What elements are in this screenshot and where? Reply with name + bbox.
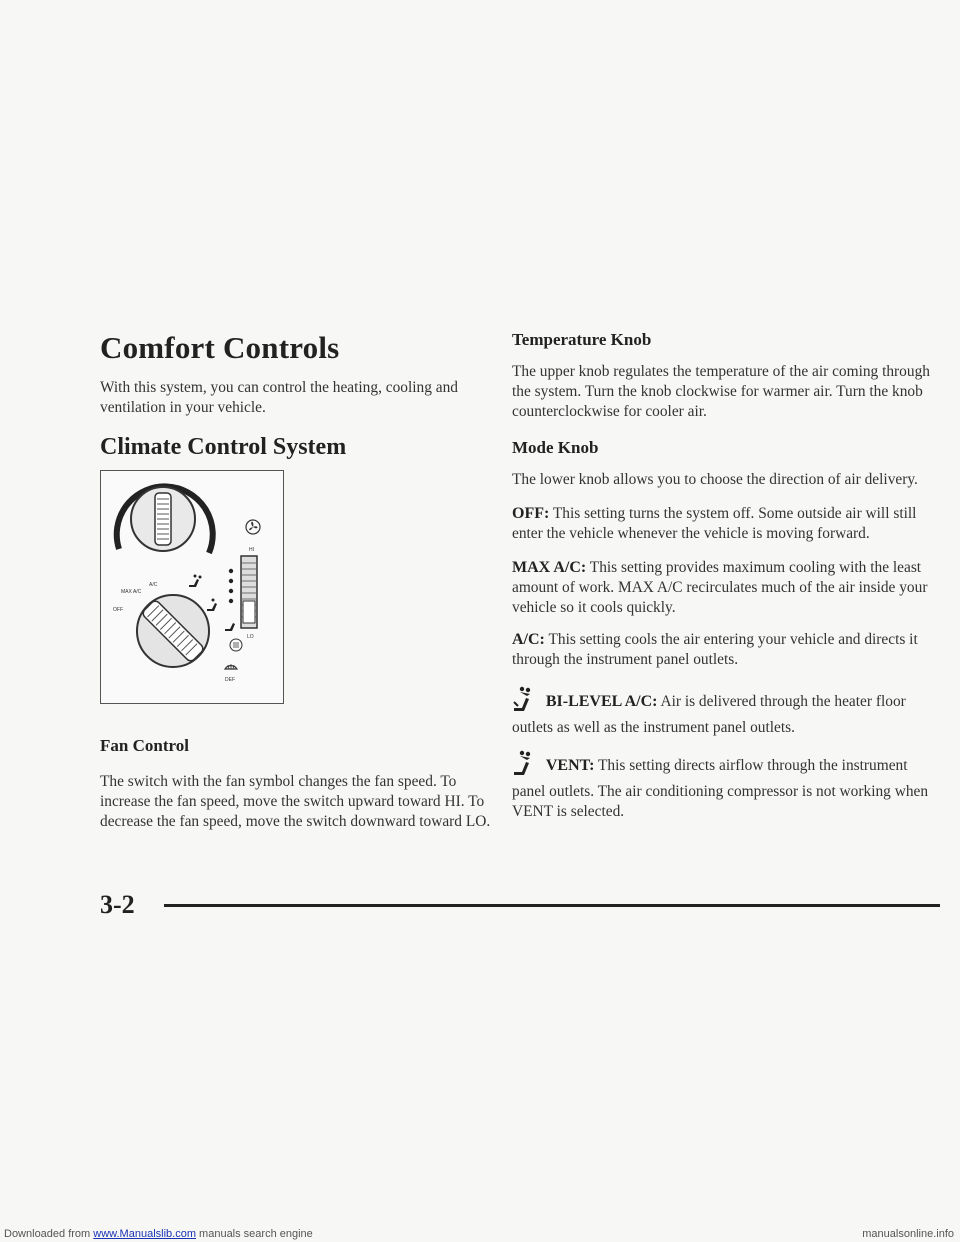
footer-prefix: Downloaded from <box>4 1228 91 1240</box>
fan-control-text: The switch with the fan symbol changes the fan speed. To increase the fan speed, move the switch upward toward HI. To decrease the fan speed, move the switch downward toward LO. <box>100 773 491 830</box>
page-title: Comfort Controls <box>100 330 340 365</box>
bilevel-term: BI-LEVEL A/C: <box>545 693 658 710</box>
fan-control-section <box>100 736 500 832</box>
def-label: DEF <box>225 677 235 683</box>
fan-icon <box>246 520 260 534</box>
max-ac-text: This setting provides maximum cooling with the least amount of work. MAX A/C recirculates much of the air inside your vehicle so it cools quickly. <box>512 559 928 616</box>
ac-setting <box>512 630 942 670</box>
hi-label: HI <box>249 547 254 553</box>
floor-icon <box>225 623 235 631</box>
intro-text: With this system, you can control the heating, cooling and ventilation in your vehicle. <box>100 379 458 416</box>
climate-control-panel-illustration <box>101 471 283 703</box>
off-text: This setting turns the system off. Some outside air will still enter the vehicle whenever the vehicle is moving forward. <box>512 505 917 542</box>
ac-term: A/C: <box>512 631 545 648</box>
temperature-knob-heading: Temperature Knob <box>512 330 652 349</box>
max-ac-label: MAX A/C <box>121 589 142 595</box>
vent-term: VENT: <box>545 757 595 774</box>
bilevel-icon <box>189 575 202 588</box>
climate-control-figure <box>100 470 284 704</box>
lo-label: LO <box>247 634 254 640</box>
vent-mode-icon <box>512 750 536 782</box>
download-footer <box>4 1228 313 1240</box>
fan-speed-dots <box>229 569 233 603</box>
mode-knob-heading: Mode Knob <box>512 438 599 457</box>
ac-text: This setting cools the air entering your vehicle and directs it through the instrument panel outlets. <box>512 631 918 668</box>
right-column <box>512 330 942 822</box>
defrost-floor-icon <box>230 639 242 651</box>
vent-setting <box>512 750 942 822</box>
footer-suffix: manuals search engine <box>199 1228 313 1240</box>
bilevel-mode-icon <box>512 686 536 718</box>
left-column <box>100 330 500 830</box>
bilevel-setting <box>512 686 942 738</box>
off-term: OFF: <box>512 505 550 522</box>
mode-knob-text: The lower knob allows you to choose the direction of air delivery. <box>512 471 918 488</box>
off-label: OFF <box>113 607 123 613</box>
fan-control-heading: Fan Control <box>100 736 189 755</box>
bilevel-text: Air is delivered through the heater floor outlets as well as the instrument panel outlets. <box>512 693 906 736</box>
ac-label: A/C <box>149 582 158 588</box>
off-setting <box>512 504 942 544</box>
manualslib-link[interactable]: www.Manualslib.com <box>93 1228 196 1240</box>
footer-rule <box>164 904 940 907</box>
max-ac-setting <box>512 558 942 618</box>
vent-icon <box>207 599 217 612</box>
defrost-icon <box>225 664 237 669</box>
vent-text: This setting directs airflow through the instrument panel outlets. The air conditioning compressor is not working when VENT is selected. <box>512 757 929 820</box>
temperature-knob-text: The upper knob regulates the temperature of the air coming through the system. Turn the knob clockwise for warmer air. Turn the knob counterclockwise for cooler air. <box>512 363 930 420</box>
fan-slider-thumb <box>243 601 255 623</box>
page-number: 3-2 <box>100 890 135 919</box>
max-ac-term: MAX A/C: <box>512 559 587 576</box>
footer-watermark: manualsonline.info <box>862 1228 954 1240</box>
section-title: Climate Control System <box>100 434 347 460</box>
